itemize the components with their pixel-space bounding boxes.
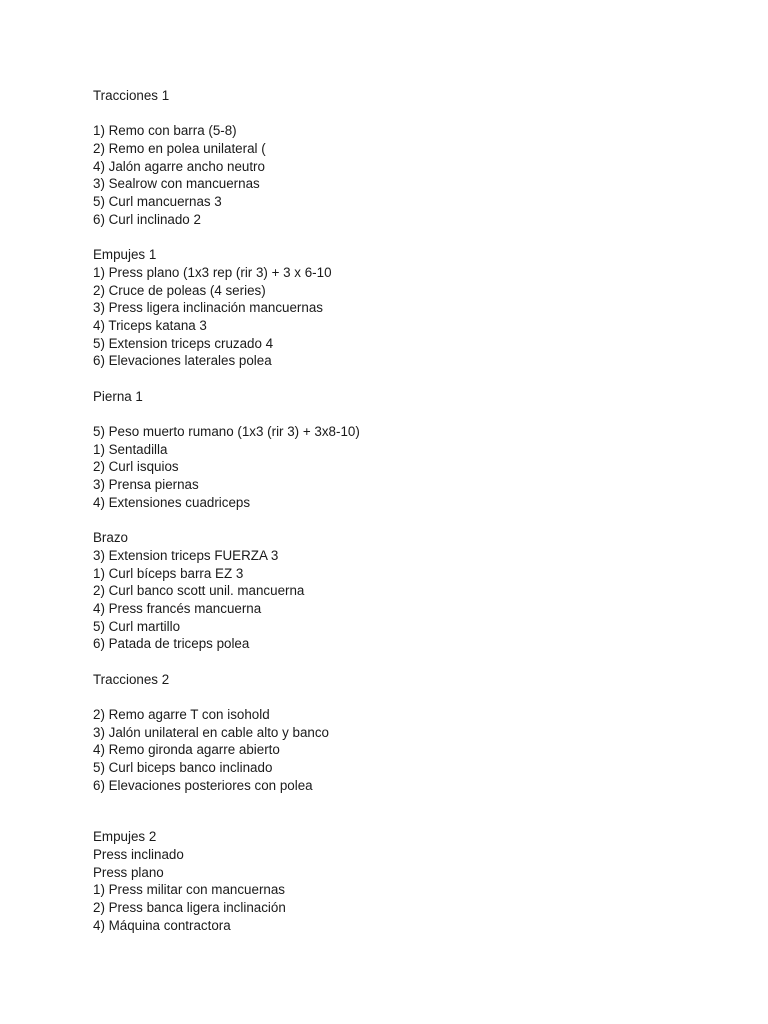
section-empujes-2 (93, 828, 733, 934)
spacer (93, 405, 733, 423)
list-item: Press inclinado (93, 846, 184, 862)
list-item: 2) Curl isquios (93, 459, 179, 475)
list-item: 1) Press militar con mancuernas (93, 882, 285, 898)
list-item: 3) Jalón unilateral en cable alto y banco (93, 724, 329, 740)
spacer (93, 229, 733, 247)
list-item: 2) Press banca ligera inclinación (93, 899, 286, 915)
spacer (93, 795, 733, 813)
spacer (93, 653, 733, 671)
section-pierna-1 (93, 388, 733, 512)
spacer (93, 105, 733, 123)
list-item: 6) Elevaciones laterales polea (93, 353, 272, 369)
spacer (93, 812, 733, 828)
list-item: 4) Máquina contractora (93, 917, 231, 933)
list-item: 4) Jalón agarre ancho neutro (93, 158, 265, 174)
list-item: 4) Remo gironda agarre abierto (93, 742, 280, 758)
list-item: 1) Curl bíceps barra EZ 3 (93, 565, 244, 581)
list-item: 6) Patada de triceps polea (93, 636, 250, 652)
spacer (93, 370, 733, 388)
list-item: 5) Curl martillo (93, 618, 181, 634)
section-tracciones-1 (93, 87, 733, 229)
document-body (93, 87, 733, 934)
list-item: 3) Prensa piernas (93, 477, 199, 493)
list-item: 2) Remo en polea unilateral ( (93, 141, 266, 157)
list-item: 3) Sealrow con mancuernas (93, 176, 260, 192)
spacer (93, 512, 733, 530)
list-item: 5) Curl mancuernas 3 (93, 194, 222, 210)
list-item: 4) Extensiones cuadriceps (93, 494, 251, 510)
spacer (93, 688, 733, 706)
section-title: Empujes 1 (93, 247, 157, 263)
list-item: 1) Sentadilla (93, 441, 168, 457)
list-item: 5) Curl biceps banco inclinado (93, 760, 273, 776)
list-item: 3) Press ligera inclinación mancuernas (93, 300, 323, 316)
list-item: 4) Triceps katana 3 (93, 317, 207, 333)
list-item: 1) Remo con barra (5-8) (93, 123, 237, 139)
list-item: 5) Peso muerto rumano (1x3 (rir 3) + 3x8-10) (93, 424, 360, 440)
list-item: 3) Extension triceps FUERZA 3 (93, 547, 279, 563)
list-item: 6) Elevaciones posteriores con polea (93, 777, 313, 793)
section-title: Tracciones 2 (93, 671, 170, 687)
list-item: 5) Extension triceps cruzado 4 (93, 335, 274, 351)
section-title: Brazo (93, 530, 128, 546)
section-title: Pierna 1 (93, 388, 143, 404)
section-title: Empujes 2 (93, 829, 157, 845)
list-item: 2) Remo agarre T con isohold (93, 707, 270, 723)
section-brazo (93, 529, 733, 653)
list-item: 2) Curl banco scott unil. mancuerna (93, 583, 305, 599)
list-item: Press plano (93, 864, 164, 880)
section-tracciones-2 (93, 671, 733, 795)
section-empujes-1 (93, 246, 733, 370)
section-title: Tracciones 1 (93, 88, 170, 103)
list-item: 1) Press plano (1x3 rep (rir 3) + 3 x 6-10 (93, 264, 332, 280)
list-item: 6) Curl inclinado 2 (93, 211, 201, 227)
list-item: 4) Press francés mancuerna (93, 600, 262, 616)
list-item: 2) Cruce de poleas (4 series) (93, 282, 266, 298)
